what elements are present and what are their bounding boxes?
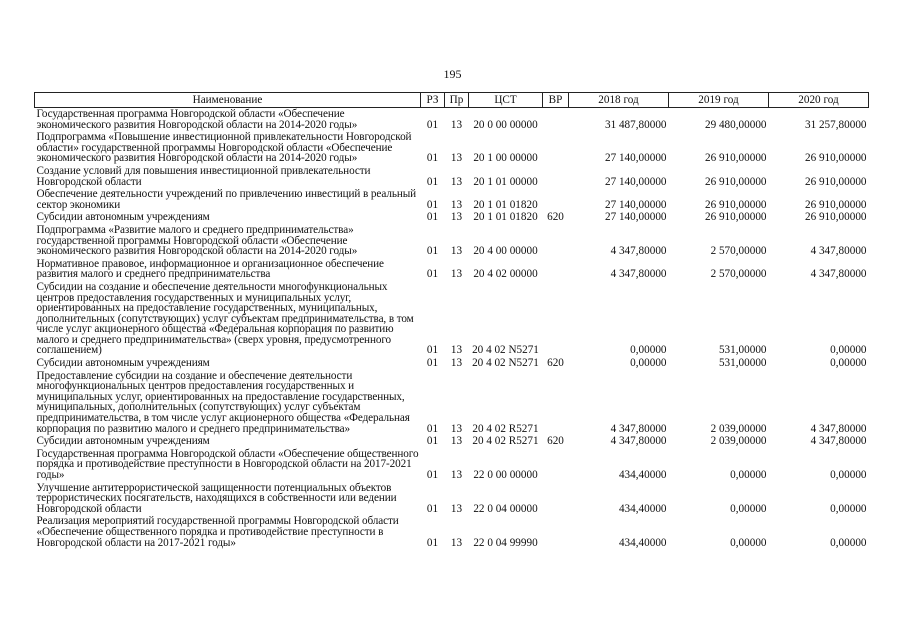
row-2020: 4 347,80000: [810, 422, 867, 435]
header-pr: Пр: [445, 93, 469, 108]
row-cst: 20 4 02 R5271: [472, 422, 539, 435]
row-vr: [543, 224, 569, 258]
row-2019: 26 910,00000: [704, 152, 767, 165]
row-2020: 26 910,00000: [804, 175, 867, 188]
row-pr: 13: [450, 152, 463, 165]
row-rz: 01: [426, 536, 439, 549]
row-2018: 27 140,00000: [604, 211, 667, 224]
row-2020: 26 910,00000: [804, 152, 867, 165]
row-cst: 20 1 01 01820: [473, 198, 538, 211]
row-2018: 4 347,80000: [610, 435, 667, 448]
row-vr: [543, 370, 569, 436]
row-2018: 31 487,80000: [604, 118, 667, 131]
row-name: Обеспечение деятельности учреждений по привлечению инвестиций в реальный сектор экономики: [36, 188, 417, 211]
row-vr: [543, 448, 569, 482]
header-2020: 2020 год: [769, 93, 869, 108]
row-pr: 13: [450, 469, 463, 481]
row-cst: 20 4 02 N5271: [472, 344, 539, 357]
table-row: [35, 370, 869, 436]
row-pr: 13: [450, 175, 463, 188]
row-name: Субсидии автономным учреждениям: [36, 357, 210, 370]
row-pr: 13: [450, 536, 463, 549]
page-number: 195: [443, 67, 462, 81]
row-2018: 27 140,00000: [604, 175, 667, 188]
row-2019: 0,00000: [730, 469, 767, 481]
row-name: Нормативное правовое, информационное и организационное обеспечение развития малого и среднего предпринимательства: [36, 257, 384, 281]
row-rz: 01: [426, 502, 439, 515]
row-name: Подпрограмма «Развитие малого и среднего предпринимательства» государственной программы Новгородской области «Обеспечение экономического развития Новгородской области на 2014-2020 годы»: [36, 223, 358, 258]
row-2018: 27 140,00000: [604, 198, 667, 211]
row-cst: 20 0 00 00000: [473, 118, 538, 131]
row-2020: 4 347,80000: [810, 268, 867, 281]
row-pr: 13: [450, 211, 463, 224]
row-2020: 4 347,80000: [810, 245, 867, 258]
row-2019: 2 570,00000: [710, 245, 767, 258]
row-2018: 0,00000: [630, 357, 667, 370]
row-2018: 434,40000: [618, 536, 667, 549]
row-2020: 26 910,00000: [804, 211, 867, 224]
row-cst: 20 4 02 00000: [473, 268, 538, 281]
table-row: [35, 224, 869, 258]
row-pr: 13: [450, 435, 463, 448]
row-2018: 434,40000: [618, 469, 667, 481]
table-row: [35, 515, 869, 549]
row-cst: 20 1 00 00000: [473, 152, 538, 165]
budget-table: [34, 92, 869, 549]
header-2018: 2018 год: [569, 93, 669, 108]
header-cst: ЦСТ: [469, 93, 543, 108]
header-vr: ВР: [543, 93, 569, 108]
row-name: Государственная программа Новгородской области «Обеспечение общественного порядка и противодействие преступности в Новгородской области на 2017-2021 годы»: [36, 447, 419, 481]
row-2019: 0,00000: [730, 502, 767, 515]
row-name: Создание условий для повышения инвестиционной привлекательности Новгородской области: [36, 164, 371, 188]
row-vr: [543, 108, 569, 132]
row-2020: 0,00000: [830, 357, 867, 370]
row-vr: 620: [547, 211, 564, 224]
row-name: Субсидии на создание и обеспечение деятельности многофункциональных центров предоставления государственных и муниципальных услуг, ориентированных на предоставление государственных, муниципальных, дополнительных (сопутствующих) услуг субъектам предпринимательства, в том числе услуг акционерного общества «Федеральная корпорация по развитию малого и среднего предпринимательства» (сверх уровня, предусмотренного соглашением): [36, 280, 414, 357]
table-row: [35, 435, 869, 448]
row-name: Подпрограмма «Повышение инвестиционной привлекательности Новгородской области» государственной программы Новгородской области «Обеспечение экономического развития Новгородской области на 2014-2020 годы»: [36, 131, 412, 165]
header-rz: РЗ: [421, 93, 445, 108]
row-cst: 20 1 01 00000: [473, 175, 538, 188]
row-vr: [543, 258, 569, 281]
row-2019: 26 910,00000: [704, 211, 767, 224]
table-row: [35, 357, 869, 370]
row-2020: 31 257,80000: [804, 118, 867, 131]
row-rz: 01: [426, 175, 439, 188]
row-vr: [543, 188, 569, 211]
row-2019: 26 910,00000: [704, 175, 767, 188]
row-pr: 13: [450, 344, 463, 357]
row-vr: 620: [547, 357, 564, 370]
row-2020: 4 347,80000: [810, 435, 867, 448]
table-row: [35, 482, 869, 516]
row-2018: 4 347,80000: [610, 245, 667, 258]
row-name: Улучшение антитеррористической защищенности потенциальных объектов террористических посягательств, находящихся в собственности или ведении Новгородской области: [36, 481, 397, 515]
row-vr: [543, 515, 569, 549]
row-name: Субсидии автономным учреждениям: [36, 435, 210, 448]
row-name: Предоставление субсидии на создание и обеспечение деятельности многофункциональных центров предоставления государственных и муниципальных услуг, ориентированных на предоставление государственных, муниципальных, дополнительных (сопутствующих) услуг субъектам предпринимательства, в том числе услуг акционерного общества «Федеральная корпорация по развитию малого и среднего предпринимательства»: [36, 369, 410, 435]
row-2018: 4 347,80000: [610, 422, 667, 435]
header-name: Наименование: [35, 93, 421, 108]
row-rz: 01: [426, 435, 439, 448]
row-2018: 434,40000: [618, 502, 667, 515]
row-vr: 620: [547, 435, 564, 448]
table-header-row: [35, 93, 869, 108]
table-row: [35, 188, 869, 211]
row-cst: 20 4 02 N5271: [472, 357, 539, 370]
row-rz: 01: [426, 268, 439, 281]
table-row: [35, 165, 869, 188]
row-2019: 2 039,00000: [710, 435, 767, 448]
row-rz: 01: [426, 211, 439, 224]
row-rz: 01: [426, 198, 439, 211]
row-2019: 26 910,00000: [704, 198, 767, 211]
row-pr: 13: [450, 245, 463, 258]
table-row: [35, 258, 869, 281]
row-name: Реализация мероприятий государственной программы Новгородской области «Обеспечение общественного порядка и противодействие преступности в Новгородской области на 2017-2021 годы»: [36, 515, 399, 549]
row-cst: 20 1 01 01820: [473, 211, 538, 224]
row-cst: 22 0 04 00000: [473, 502, 538, 515]
table-body: [35, 108, 869, 550]
row-cst: 20 4 00 00000: [473, 245, 538, 258]
row-2019: 2 570,00000: [710, 268, 767, 281]
row-rz: 01: [426, 152, 439, 165]
row-2018: 0,00000: [630, 344, 667, 357]
row-pr: 13: [450, 198, 463, 211]
row-cst: 22 0 00 00000: [473, 469, 538, 481]
table-row: [35, 281, 869, 357]
header-2019: 2019 год: [669, 93, 769, 108]
row-2019: 2 039,00000: [710, 422, 767, 435]
row-cst: 20 4 02 R5271: [472, 435, 539, 448]
table-row: [35, 211, 869, 224]
row-rz: 01: [426, 245, 439, 258]
row-vr: [543, 165, 569, 188]
row-pr: 13: [450, 357, 463, 370]
row-2020: 0,00000: [830, 469, 867, 481]
row-pr: 13: [450, 422, 463, 435]
row-2018: 27 140,00000: [604, 152, 667, 165]
row-name: Государственная программа Новгородской области «Обеспечение экономического развития Новгородской области на 2014-2020 годы»: [36, 108, 358, 131]
row-2020: 26 910,00000: [804, 198, 867, 211]
row-vr: [543, 281, 569, 357]
row-rz: 01: [426, 118, 439, 131]
row-pr: 13: [450, 268, 463, 281]
row-2020: 0,00000: [830, 344, 867, 357]
row-rz: 01: [426, 469, 439, 481]
row-2018: 4 347,80000: [610, 268, 667, 281]
row-vr: [543, 482, 569, 516]
row-pr: 13: [450, 502, 463, 515]
row-name: Субсидии автономным учреждениям: [36, 211, 210, 224]
row-2019: 0,00000: [730, 536, 767, 549]
table-row: [35, 131, 869, 165]
table-row: [35, 448, 869, 482]
row-2020: 0,00000: [830, 502, 867, 515]
row-2019: 29 480,00000: [704, 118, 767, 131]
row-cst: 22 0 04 99990: [473, 536, 538, 549]
table-row: [35, 108, 869, 132]
row-2020: 0,00000: [830, 536, 867, 549]
row-rz: 01: [426, 344, 439, 357]
row-rz: 01: [426, 357, 439, 370]
row-pr: 13: [450, 118, 463, 131]
row-2019: 531,00000: [718, 344, 767, 357]
row-2019: 531,00000: [718, 357, 767, 370]
row-rz: 01: [426, 422, 439, 435]
row-vr: [543, 131, 569, 165]
